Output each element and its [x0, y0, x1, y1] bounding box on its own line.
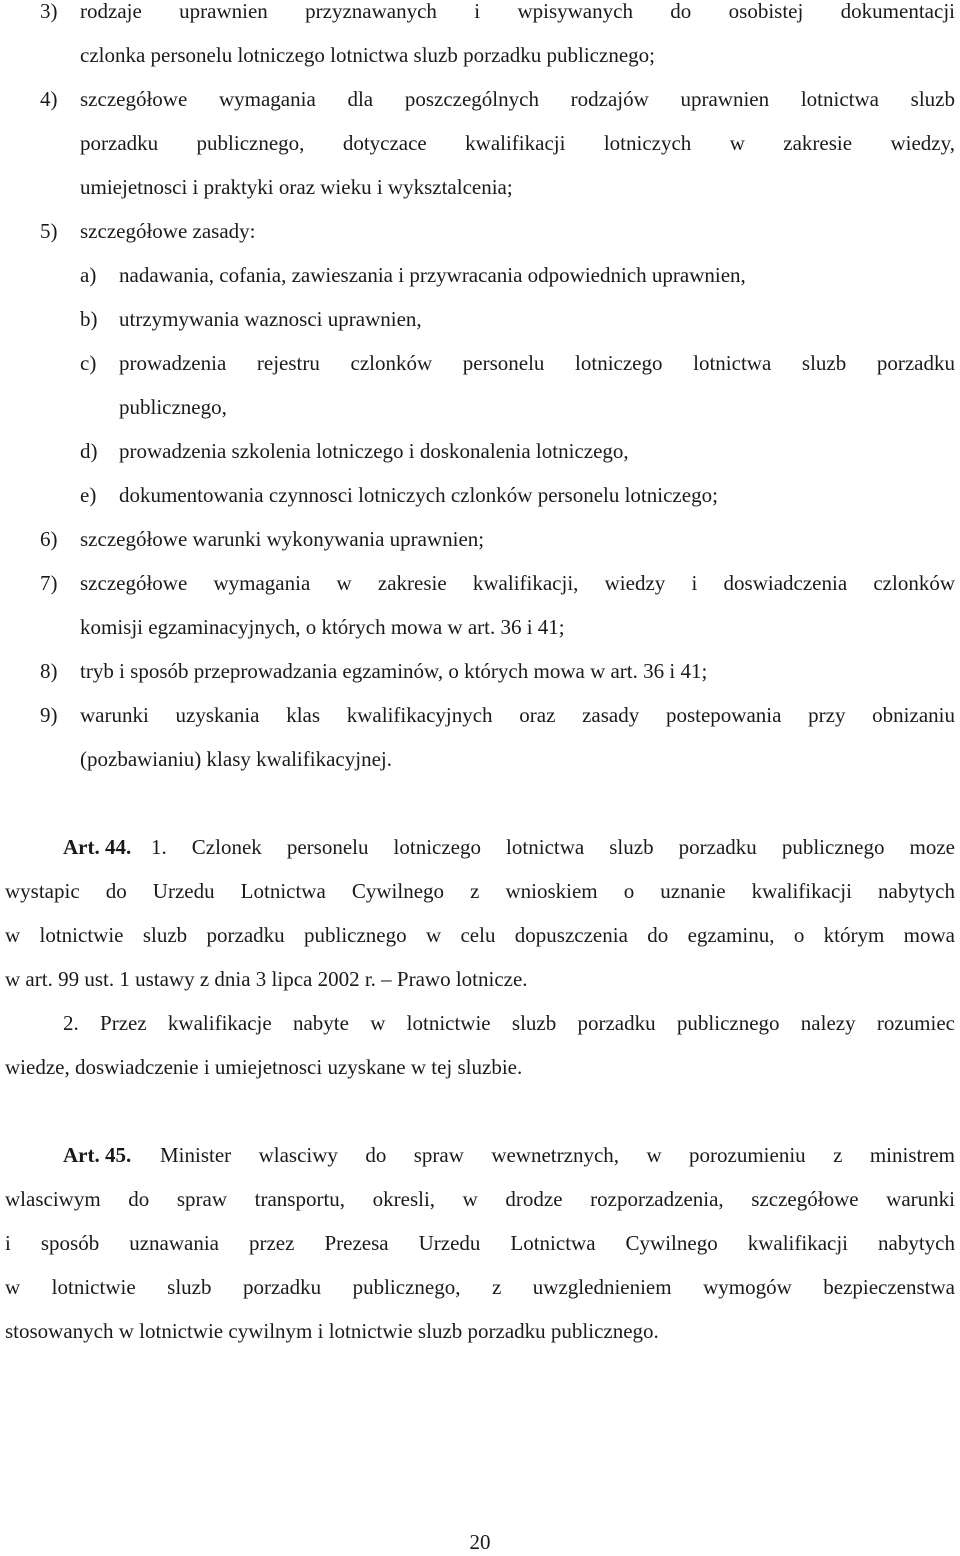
sub-item-letter: d)	[80, 439, 98, 463]
article-heading: Art. 45.	[63, 1143, 132, 1167]
list-item-number: 7)	[40, 571, 58, 595]
list-item-text: tryb i sposób przeprowadzania egzaminów, o których mowa w art. 36 i 41;	[80, 659, 708, 683]
sub-item-text: publicznego,	[119, 395, 227, 419]
sub-item-text: dokumentowania czynnosci lotniczych czlonków personelu lotniczego;	[119, 483, 718, 507]
sub-item-letter: b)	[80, 307, 98, 331]
list-item-text: rodzaje uprawnien przyznawanych i wpisywanych do osobistej dokumentacji	[80, 0, 955, 23]
list-item-number: 4)	[40, 87, 58, 111]
article-paragraph-line: wystapic do Urzedu Lotnictwa Cywilnego z wnioskiem o uznanie kwalifikacji nabytych	[5, 879, 955, 903]
sub-item-letter: c)	[80, 351, 97, 375]
list-item-number: 9)	[40, 703, 58, 727]
article-paragraph-line: wlasciwym do spraw transportu, okresli, w drodze rozporzadzenia, szczegółowe warunki	[5, 1187, 955, 1211]
list-item-text: (pozbawianiu) klasy kwalifikacyjnej.	[80, 747, 392, 771]
article-paragraph-line: w art. 99 ust. 1 ustawy z dnia 3 lipca 2002 r. – Prawo lotnicze.	[5, 967, 528, 991]
list-item-text: czlonka personelu lotniczego lotnictwa sluzb porzadku publicznego;	[80, 43, 655, 67]
list-item-text: szczegółowe wymagania w zakresie kwalifikacji, wiedzy i doswiadczenia czlonków	[80, 571, 955, 595]
list-item-text: warunki uzyskania klas kwalifikacyjnych oraz zasady postepowania przy obnizaniu	[80, 703, 955, 727]
article-paragraph-line: wiedze, doswiadczenie i umiejetnosci uzyskane w tej sluzbie.	[5, 1055, 523, 1079]
article-paragraph-line: w lotnictwie sluzb porzadku publicznego w celu dopuszczenia do egzaminu, o którym mowa	[5, 923, 955, 947]
page-number: 20	[469, 1530, 491, 1554]
list-item-number: 6)	[40, 527, 58, 551]
sub-item-text: nadawania, cofania, zawieszania i przywracania odpowiednich uprawnien,	[119, 263, 746, 287]
list-item-number: 5)	[40, 219, 58, 243]
list-item-text: szczegółowe zasady:	[80, 219, 256, 243]
article-paragraph-line: 2. Przez kwalifikacje nabyte w lotnictwie sluzb porzadku publicznego nalezy rozumiec	[63, 1011, 955, 1035]
article-paragraph-line: w lotnictwie sluzb porzadku publicznego, z uwzglednieniem wymogów bezpieczenstwa	[5, 1275, 955, 1299]
list-item-number: 8)	[40, 659, 58, 683]
sub-item-text: prowadzenia rejestru czlonków personelu lotniczego lotnictwa sluzb porzadku	[119, 351, 955, 375]
sub-item-letter: e)	[80, 483, 97, 507]
list-item-text: porzadku publicznego, dotyczace kwalifikacji lotniczych w zakresie wiedzy,	[80, 131, 955, 155]
list-item-number: 3)	[40, 0, 58, 23]
article-paragraph-line: i sposób uznawania przez Prezesa Urzedu Lotnictwa Cywilnego kwalifikacji nabytych	[5, 1231, 955, 1255]
article-paragraph-line: 1. Czlonek personelu lotniczego lotnictwa sluzb porzadku publicznego moze	[151, 835, 955, 859]
article-paragraph-line: Minister wlasciwy do spraw wewnetrznych, w porozumieniu z ministrem	[160, 1143, 955, 1167]
list-item-text: szczegółowe wymagania dla poszczególnych rodzajów uprawnien lotnictwa sluzb	[80, 87, 955, 111]
list-item-text: komisji egzaminacyjnych, o których mowa w art. 36 i 41;	[80, 615, 565, 639]
sub-item-text: prowadzenia szkolenia lotniczego i doskonalenia lotniczego,	[119, 439, 629, 463]
list-item-text: szczegółowe warunki wykonywania uprawnien;	[80, 527, 485, 551]
article-heading: Art. 44.	[63, 835, 132, 859]
sub-item-text: utrzymywania waznosci uprawnien,	[119, 307, 422, 331]
list-item-text: umiejetnosci i praktyki oraz wieku i wyksztalcenia;	[80, 175, 513, 199]
sub-item-letter: a)	[80, 263, 97, 287]
article-paragraph-line: stosowanych w lotnictwie cywilnym i lotnictwie sluzb porzadku publicznego.	[5, 1319, 659, 1343]
